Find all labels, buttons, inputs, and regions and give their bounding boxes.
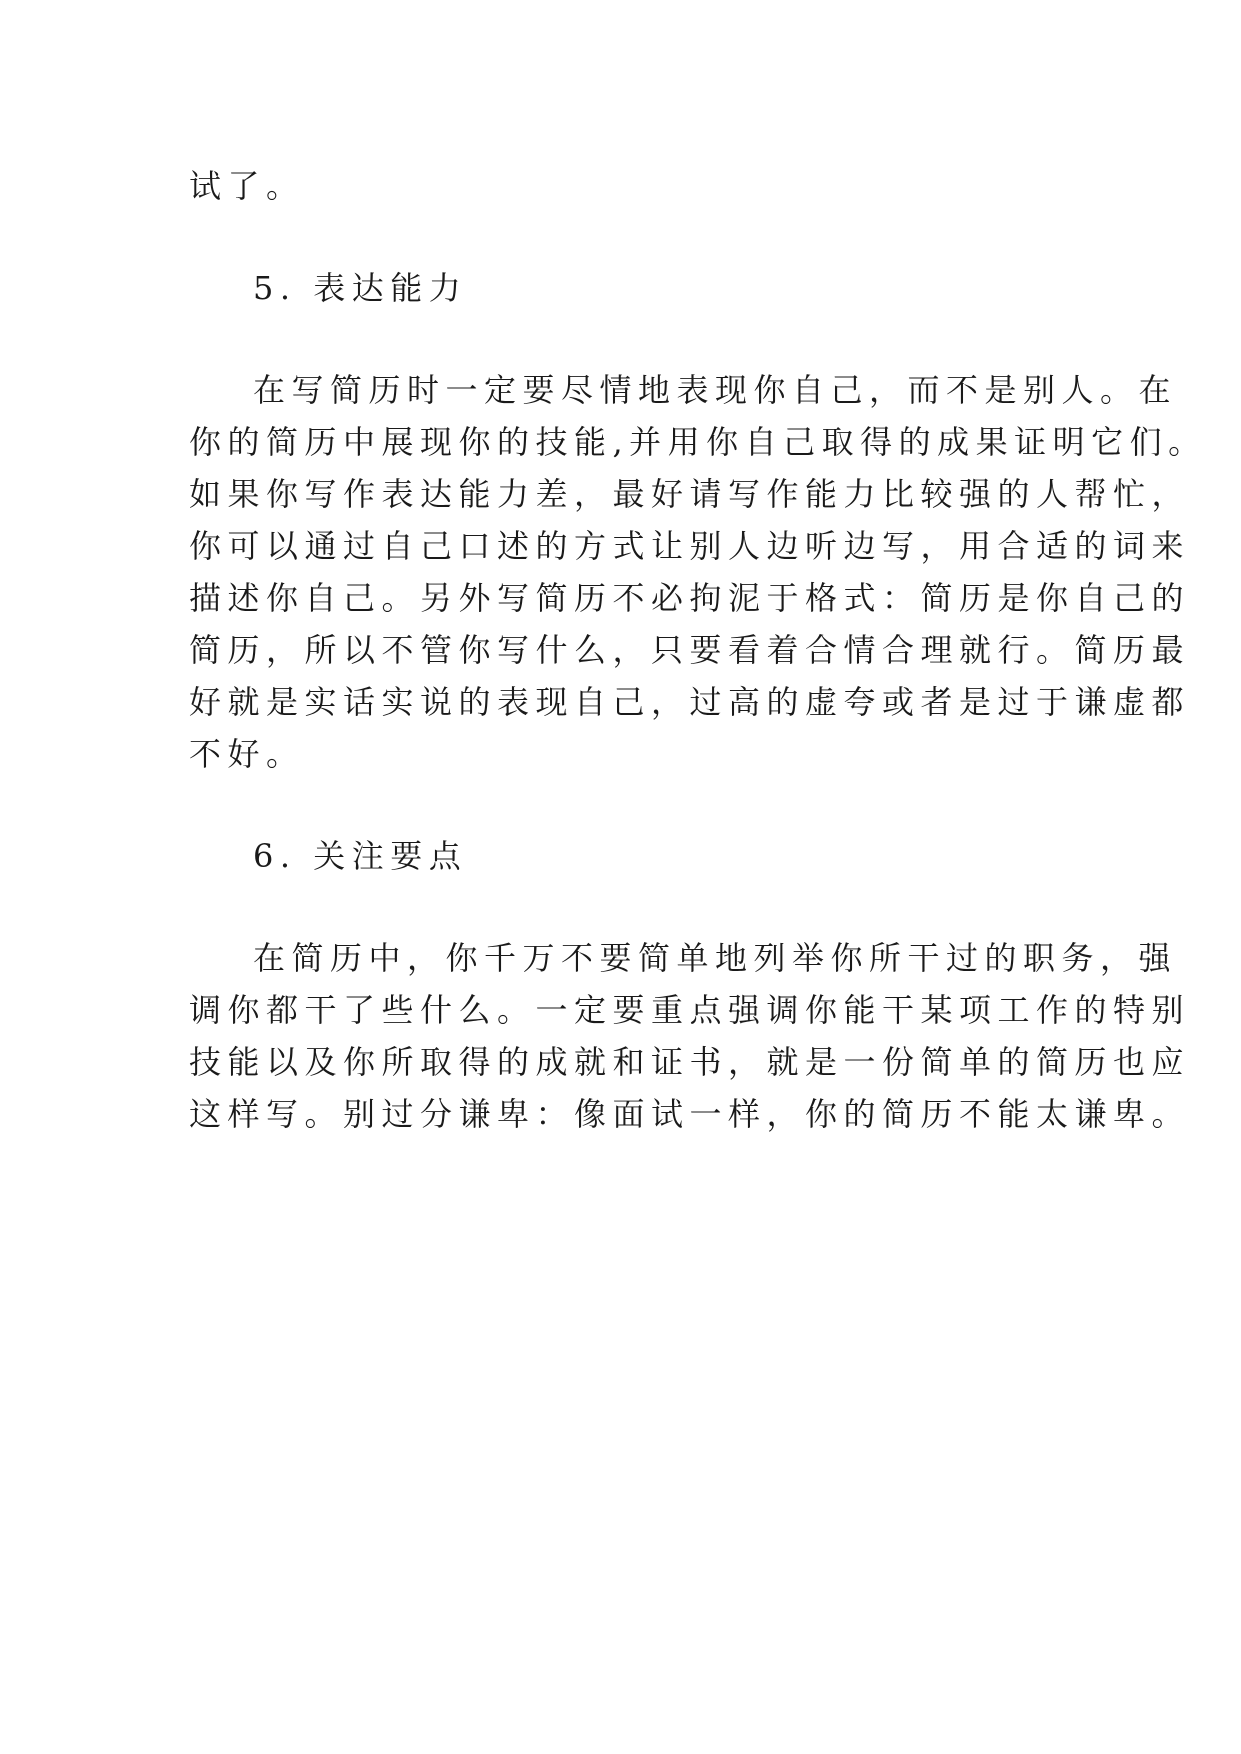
section-6-paragraph-line: 技能以及你所取得的成就和证书，就是一份简单的简历也应 <box>189 1043 1191 1081</box>
section-6-heading: 6. 关注要点 <box>253 837 468 875</box>
section-5-paragraph-line: 简历，所以不管你写什么，只要看着合情合理就行。简历最 <box>189 631 1191 669</box>
continuation-text: 试了。 <box>189 167 305 205</box>
section-6-paragraph-line: 在简历中，你千万不要简单地列举你所干过的职务，强 <box>253 939 1178 977</box>
section-6-paragraph-line: 这样写。别过分谦卑：像面试一样，你的简历不能太谦卑。 <box>189 1095 1191 1133</box>
section-5-paragraph-line: 好就是实话实说的表现自己，过高的虚夸或者是过于谦虚都 <box>189 683 1191 721</box>
section-5-paragraph-line: 你可以通过自己口述的方式让别人边听边写，用合适的词来 <box>189 527 1191 565</box>
section-5-paragraph-line: 不好。 <box>189 735 305 773</box>
section-5-heading: 5. 表达能力 <box>253 269 468 307</box>
section-5-paragraph-line: 你的简历中展现你的技能,并用你自己取得的成果证明它们。 <box>189 423 1207 461</box>
section-6-paragraph-line: 调你都干了些什么。一定要重点强调你能干某项工作的特别 <box>189 991 1191 1029</box>
section-5-paragraph-line: 如果你写作表达能力差，最好请写作能力比较强的人帮忙， <box>189 475 1191 513</box>
section-5-paragraph-line: 在写简历时一定要尽情地表现你自己，而不是别人。在 <box>253 371 1178 409</box>
section-5-paragraph-line: 描述你自己。另外写简历不必拘泥于格式：简历是你自己的 <box>189 579 1191 617</box>
